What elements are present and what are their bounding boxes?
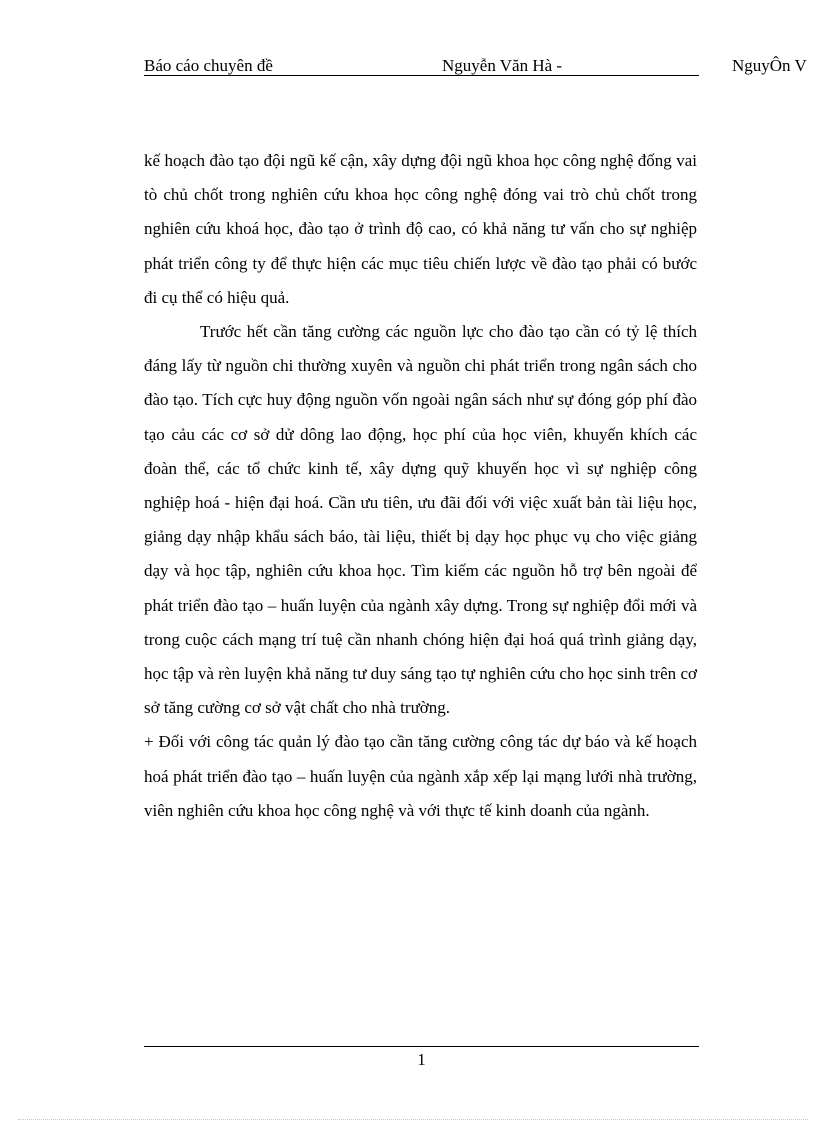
header-report-title: Báo cáo chuyên đề bbox=[144, 56, 273, 75]
paragraph-1: kế hoạch đào tạo đội ngũ kế cận, xây dựng đội ngũ khoa học công nghệ đống vai tò chủ chốt trong nghiên cứu khoa học công nghệ đóng vai trò chủ chốt trong nghiên cứu khoá học, đào tạo ở trình độ cao, có khả năng tư vấn cho sự nghiệp phát triển công ty để thực hiện các mục tiêu chiến lược về đào tạo phải có bước đi cụ thể có hiệu quả. bbox=[144, 151, 697, 307]
page-number: 1 bbox=[417, 1050, 426, 1069]
header-author: Nguyễn Văn Hà - bbox=[442, 56, 563, 75]
header-author-garbled: NguyÔn V bbox=[732, 56, 807, 75]
document-body bbox=[144, 144, 697, 828]
paragraph-2: Trước hết cần tăng cường các nguồn lực cho đào tạo cần có tỷ lệ thích đáng lấy từ nguồn chi thường xuyên và nguồn chi phát triển trong ngân sách cho đào tạo. Tích cực huy động nguồn vốn ngoài ngân sách như sự đóng góp phí đào tạo cảu các cơ sở dử dông lao động, học phí của học viên, khuyến khích các đoàn thể, các tổ chức kinh tế, xây dựng quỹ khuyến học vì sự nghiệp công nghiệp hoá - hiện đại hoá. Cần ưu tiên, ưu đãi đối với việc xuất bản tài liệu học, giảng dạy nhập khẩu sách báo, tài liệu, thiết bị dạy học phục vụ cho việc giảng dạy và học tập, nghiên cứu khoa học. Tìm kiếm các nguồn hỗ trợ bên ngoài để phát triển đào tạo – huấn luyện của ngành xây dựng. Trong sự nghiệp đổi mới và trong cuộc cách mạng trí tuệ cần nhanh chóng hiện đại hoá quá trình giảng dạy, học tập và rèn luyện khả năng tư duy sáng tạo tự nghiên cứu cho học sinh trên cơ sở tăng cường cơ sở vật chất cho nhà trường. bbox=[144, 322, 697, 718]
page-edge-divider bbox=[18, 1119, 808, 1120]
header-rule bbox=[144, 75, 699, 76]
paragraph-3: + Đối với công tác quản lý đào tạo cần tăng cường công tác dự báo và kế hoạch hoá phát triển đào tạo – huấn luyện của ngành xắp xếp lại mạng lưới nhà trường, viên nghiên cứu khoa học công nghệ và với thực tế kinh doanh của ngành. bbox=[144, 732, 697, 820]
